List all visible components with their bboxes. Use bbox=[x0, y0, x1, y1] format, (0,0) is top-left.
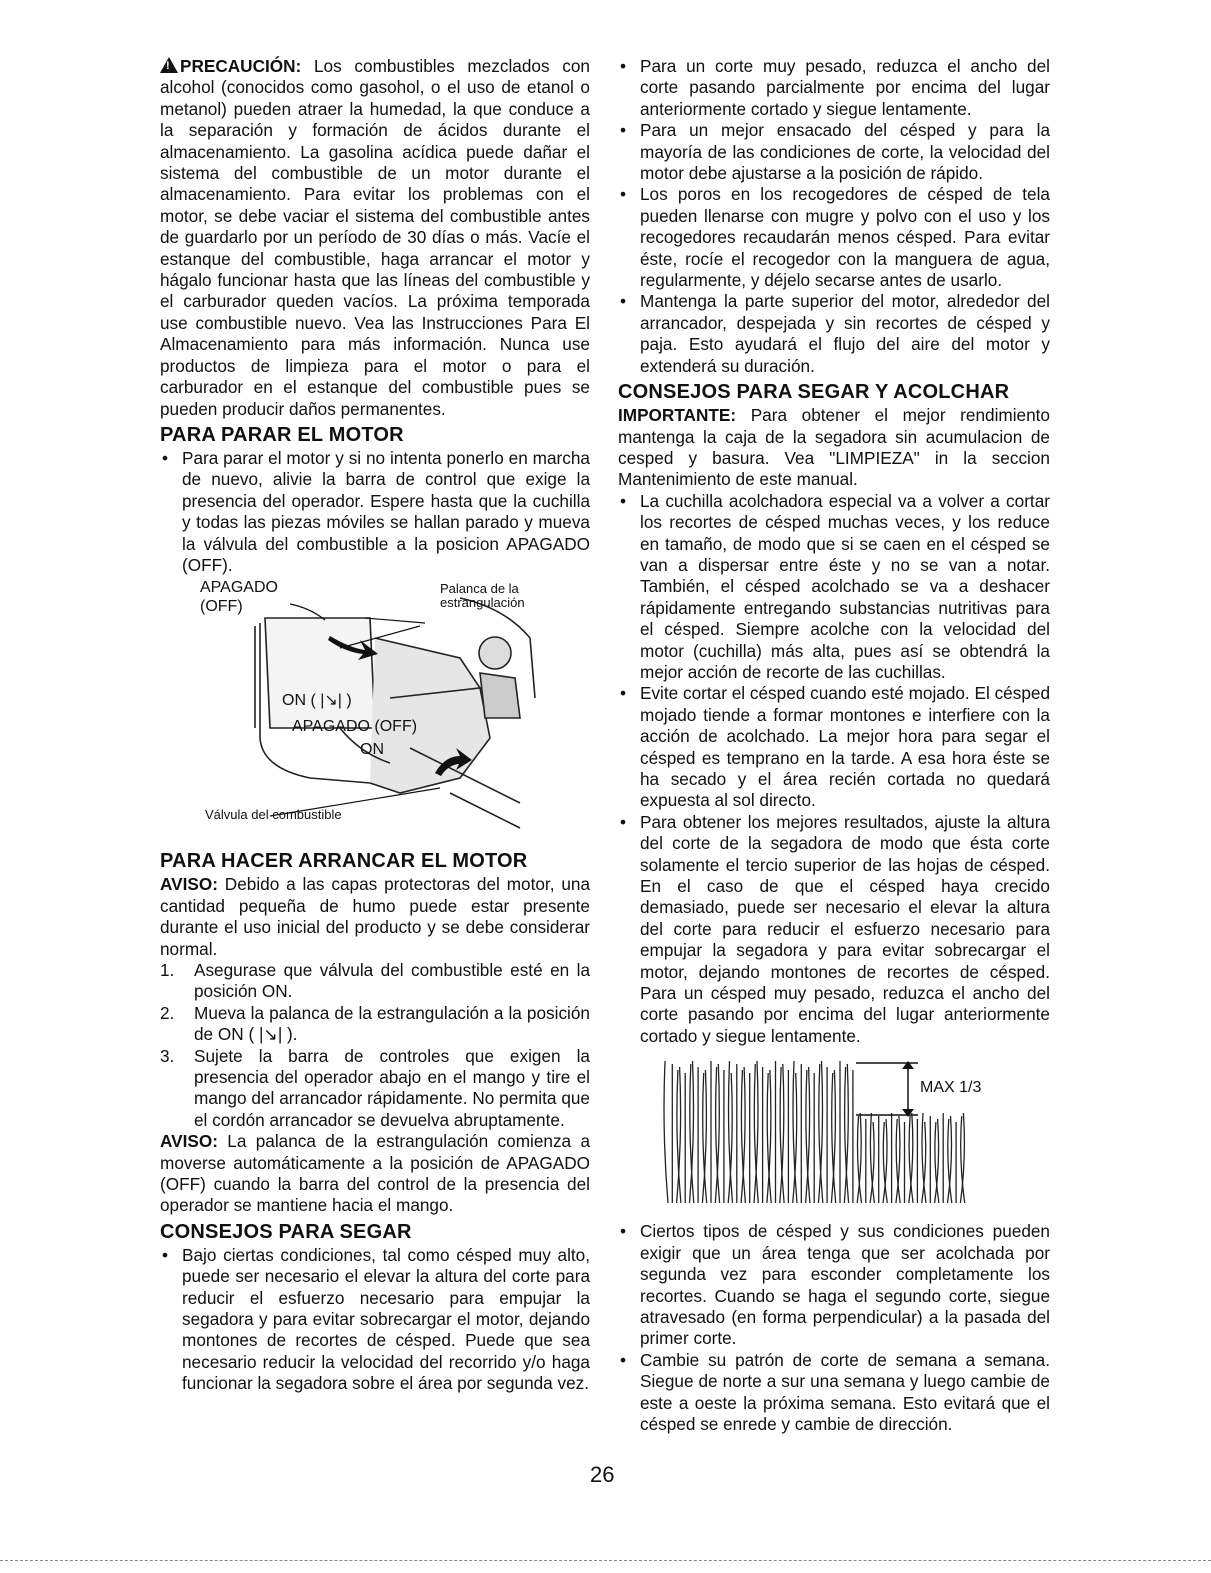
start-step bbox=[160, 1046, 590, 1132]
step-number: 2. bbox=[160, 1002, 175, 1023]
grass-height-figure bbox=[618, 1053, 1050, 1213]
important-text: Para obtener el mejor rendimiento mantenga la caja de la segadora sin acumulacion de cesped y basura. Vea "LIMPIEZA" in la seccion Mantenimiento de este manual. bbox=[618, 405, 1050, 490]
aviso-1-text: Debido a las capas protectoras del motor, una cantidad pequeña de humo puede estar presente durante el uso inicial del producto y se debe considerar normal. bbox=[160, 874, 590, 959]
mulching-tips-heading: CONSEJOS PARA SEGAR Y ACOLCHAR bbox=[618, 381, 1010, 404]
aviso-2-paragraph bbox=[160, 1131, 590, 1217]
important-paragraph bbox=[618, 405, 1050, 491]
stop-engine-bullet: • Para parar el motor y si no intenta ponerlo en marcha de nuevo, alivie la barra de control que exige la presencia del operador. Espere hasta que la cuchilla y todas las piezas móviles se hallan parado y mueva la válvula del combustible a la posicion APAGADO (OFF). bbox=[160, 448, 590, 576]
aviso-2-label: AVISO: bbox=[160, 1131, 218, 1152]
tip-bullet: • Mantenga la parte superior del motor, alrededor del arrancador, despejada y sin recortes de césped y paja. Esto ayudará el flujo del aire del motor y extenderá su duración. bbox=[618, 291, 1050, 377]
page-number: 26 bbox=[590, 1462, 615, 1487]
engine-illustration bbox=[160, 578, 590, 846]
mulch-bullet: • Evite cortar el césped cuando esté mojado. El césped mojado tiende a formar montones e interfiere con la acción de acolchado. La mejor hora para segar el césped es temprano en la tarde. A esa hora éste se ha secado y el área recién cortada no quedará expuesta al sol directo. bbox=[618, 683, 1050, 811]
choke-lever-label: Palanca de la estrangulación bbox=[440, 581, 525, 611]
tip-bullet: • Ciertos tipos de césped y sus condiciones pueden exigir que un área tenga que ser acolchada por segunda vez para esconder completamente los recortes. Cuando se haga el segundo corte, siegue atravesado (en forma perpendicular) a la pasada del primer corte. bbox=[618, 1221, 1050, 1349]
right-top-list bbox=[618, 56, 1050, 377]
engine-controls-figure bbox=[160, 578, 590, 846]
step-text: Asegurase que válvula del combustible esté en la posición ON. bbox=[194, 959, 590, 1002]
stop-engine-list bbox=[160, 448, 590, 576]
apagado-off-label-mid: APAGADO (OFF) bbox=[292, 718, 418, 736]
start-engine-heading: PARA HACER ARRANCAR EL MOTOR bbox=[160, 850, 528, 873]
apagado-off-label-top: APAGADO (OFF) bbox=[200, 579, 278, 616]
caution-paragraph bbox=[160, 56, 590, 420]
mulch-bullet: • La cuchilla acolchadora especial va a volver a cortar los recortes de césped muchas veces, y los reduce en tamaño, de modo que si se caen en el césped se van a dispersar entre éste y no se van a notar. También, el césped acolchado se va a deshacer rápidamente entregando substancias nutritivas para el césped. Siempre acolche con la velocidad del motor (cuchilla) más alta, pues así se obtendrá la mejor acción de recorte de las cuchillas. bbox=[618, 491, 1050, 684]
tip-bullet: • Los poros en los recogedores de césped de tela pueden llenarse con mugre y polvo con el uso y los recogedores recaudarán menos césped. Para evitar éste, rocíe el recogedor con la manguera de agua, regularmente, y déjelo secarse antes de usarlo. bbox=[618, 184, 1050, 291]
tip-bullet: • Cambie su patrón de corte de semana a semana. Siegue de norte a sur una semana y luego cambie de este a oeste la próxima semana. Esto evitará que el césped se enrede y cambie de dirección. bbox=[618, 1350, 1050, 1436]
aviso-1-paragraph bbox=[160, 874, 590, 960]
step-text: Mueva la palanca de la estrangulación a la posición de ON ( |↘| ). bbox=[194, 1002, 590, 1045]
mowing-tips-heading: CONSEJOS PARA SEGAR bbox=[160, 1220, 412, 1243]
grass-illustration bbox=[618, 1053, 1050, 1213]
mowing-tips-list bbox=[160, 1245, 590, 1395]
tip-bullet: • Para un corte muy pesado, reduzca el ancho del corte pasando parcialmente por encima del lugar anteriormente cortado y siegue lentamente. bbox=[618, 56, 1050, 120]
max-third-label: MAX 1/3 bbox=[920, 1079, 982, 1097]
bottom-divider bbox=[0, 1560, 1211, 1561]
step-number: 3. bbox=[160, 1045, 175, 1066]
mowing-tip-bullet: • Bajo ciertas condiciones, tal como césped muy alto, puede ser necesario el elevar la altura del corte para reducir el esfuerzo necesario para empujar la segadora y para evitar sobrecargar el motor, dejando montones de recortes de césped. Puede que sea necesario reducir la velocidad del recorrido y/o haga funcionar la segadora sobre el área por segunda vez. bbox=[160, 1245, 590, 1395]
on-choke-label: ON ( |↘| ) bbox=[282, 692, 352, 710]
on-label: ON bbox=[360, 741, 384, 759]
start-step bbox=[160, 1003, 590, 1046]
important-label: IMPORTANTE: bbox=[618, 405, 737, 426]
mulching-tips-list bbox=[618, 491, 1050, 1048]
start-steps-list bbox=[160, 960, 590, 1131]
aviso-1-label: AVISO: bbox=[160, 874, 218, 895]
fuel-valve-label: Válvula del combustible bbox=[205, 807, 342, 823]
start-step bbox=[160, 960, 590, 1003]
right-bottom-list bbox=[618, 1221, 1050, 1435]
mulch-bullet: • Para obtener los mejores resultados, ajuste la altura del corte de la segadora de modo que ésta corte solamente el tercio superior de las hojas de césped. En el caso de que el césped haya crecido demasiado, puede ser necesario el elevar la altura del corte para reducir el esfuerzo necesario para empujar la segadora y para evitar sobrecargar el motor, dejando montones de recortes de césped. Para un césped muy pesado, reduzca el ancho del corte pasando por encima del lugar anteriormente cortado y siegue lentamente. bbox=[618, 812, 1050, 1047]
caution-label: PRECAUCIÓN: bbox=[180, 56, 302, 76]
step-text: Sujete la barra de controles que exigen la presencia del operador abajo en el mango y tire el mango del arrancador rápidamente. No permita que el cordón arrancador se devuelva abruptamente. bbox=[194, 1045, 590, 1130]
stop-engine-heading: PARA PARAR EL MOTOR bbox=[160, 423, 404, 446]
aviso-2-text: La palanca de la estrangulación comienza a moverse automáticamente a la posición de APAGADO (OFF) cuando la barra del control de la presencia del operador se mantiene hacia el mango. bbox=[160, 1131, 590, 1216]
tip-bullet: • Para un mejor ensacado del césped y para la mayoría de las condiciones de corte, la velocidad del motor debe ajustarse a la posición de rápido. bbox=[618, 120, 1050, 184]
warning-triangle-icon bbox=[160, 57, 178, 73]
caution-text: Los combustibles mezclados con alcohol (conocidos como gasohol, o el uso de etanol o metanol) pueden atraer la humedad, la que conduce a la separación y formación de ácidos durante el almacenamiento. La gasolina acídica puede dañar el sistema del combustible de un motor durante el almacenamiento. Para evitar los problemas con el motor, se debe vaciar el sistema del combustible antes de guardarlo por un período de 30 días o más. Vacíe el estanque del combustible, haga arrancar el motor y hágalo funcionar hasta que las líneas del combustible y el carburador queden vacíos. La próxima temporada use combustible nuevo. Vea las Instrucciones Para El Almacenamiento para más información. Nunca use productos de limpieza para el motor o para el carburador en el estanque del combustible pues se pueden producir daños permanentes. bbox=[160, 56, 590, 419]
step-number: 1. bbox=[160, 959, 175, 980]
left-column bbox=[160, 56, 590, 1395]
right-column bbox=[618, 56, 1050, 1435]
